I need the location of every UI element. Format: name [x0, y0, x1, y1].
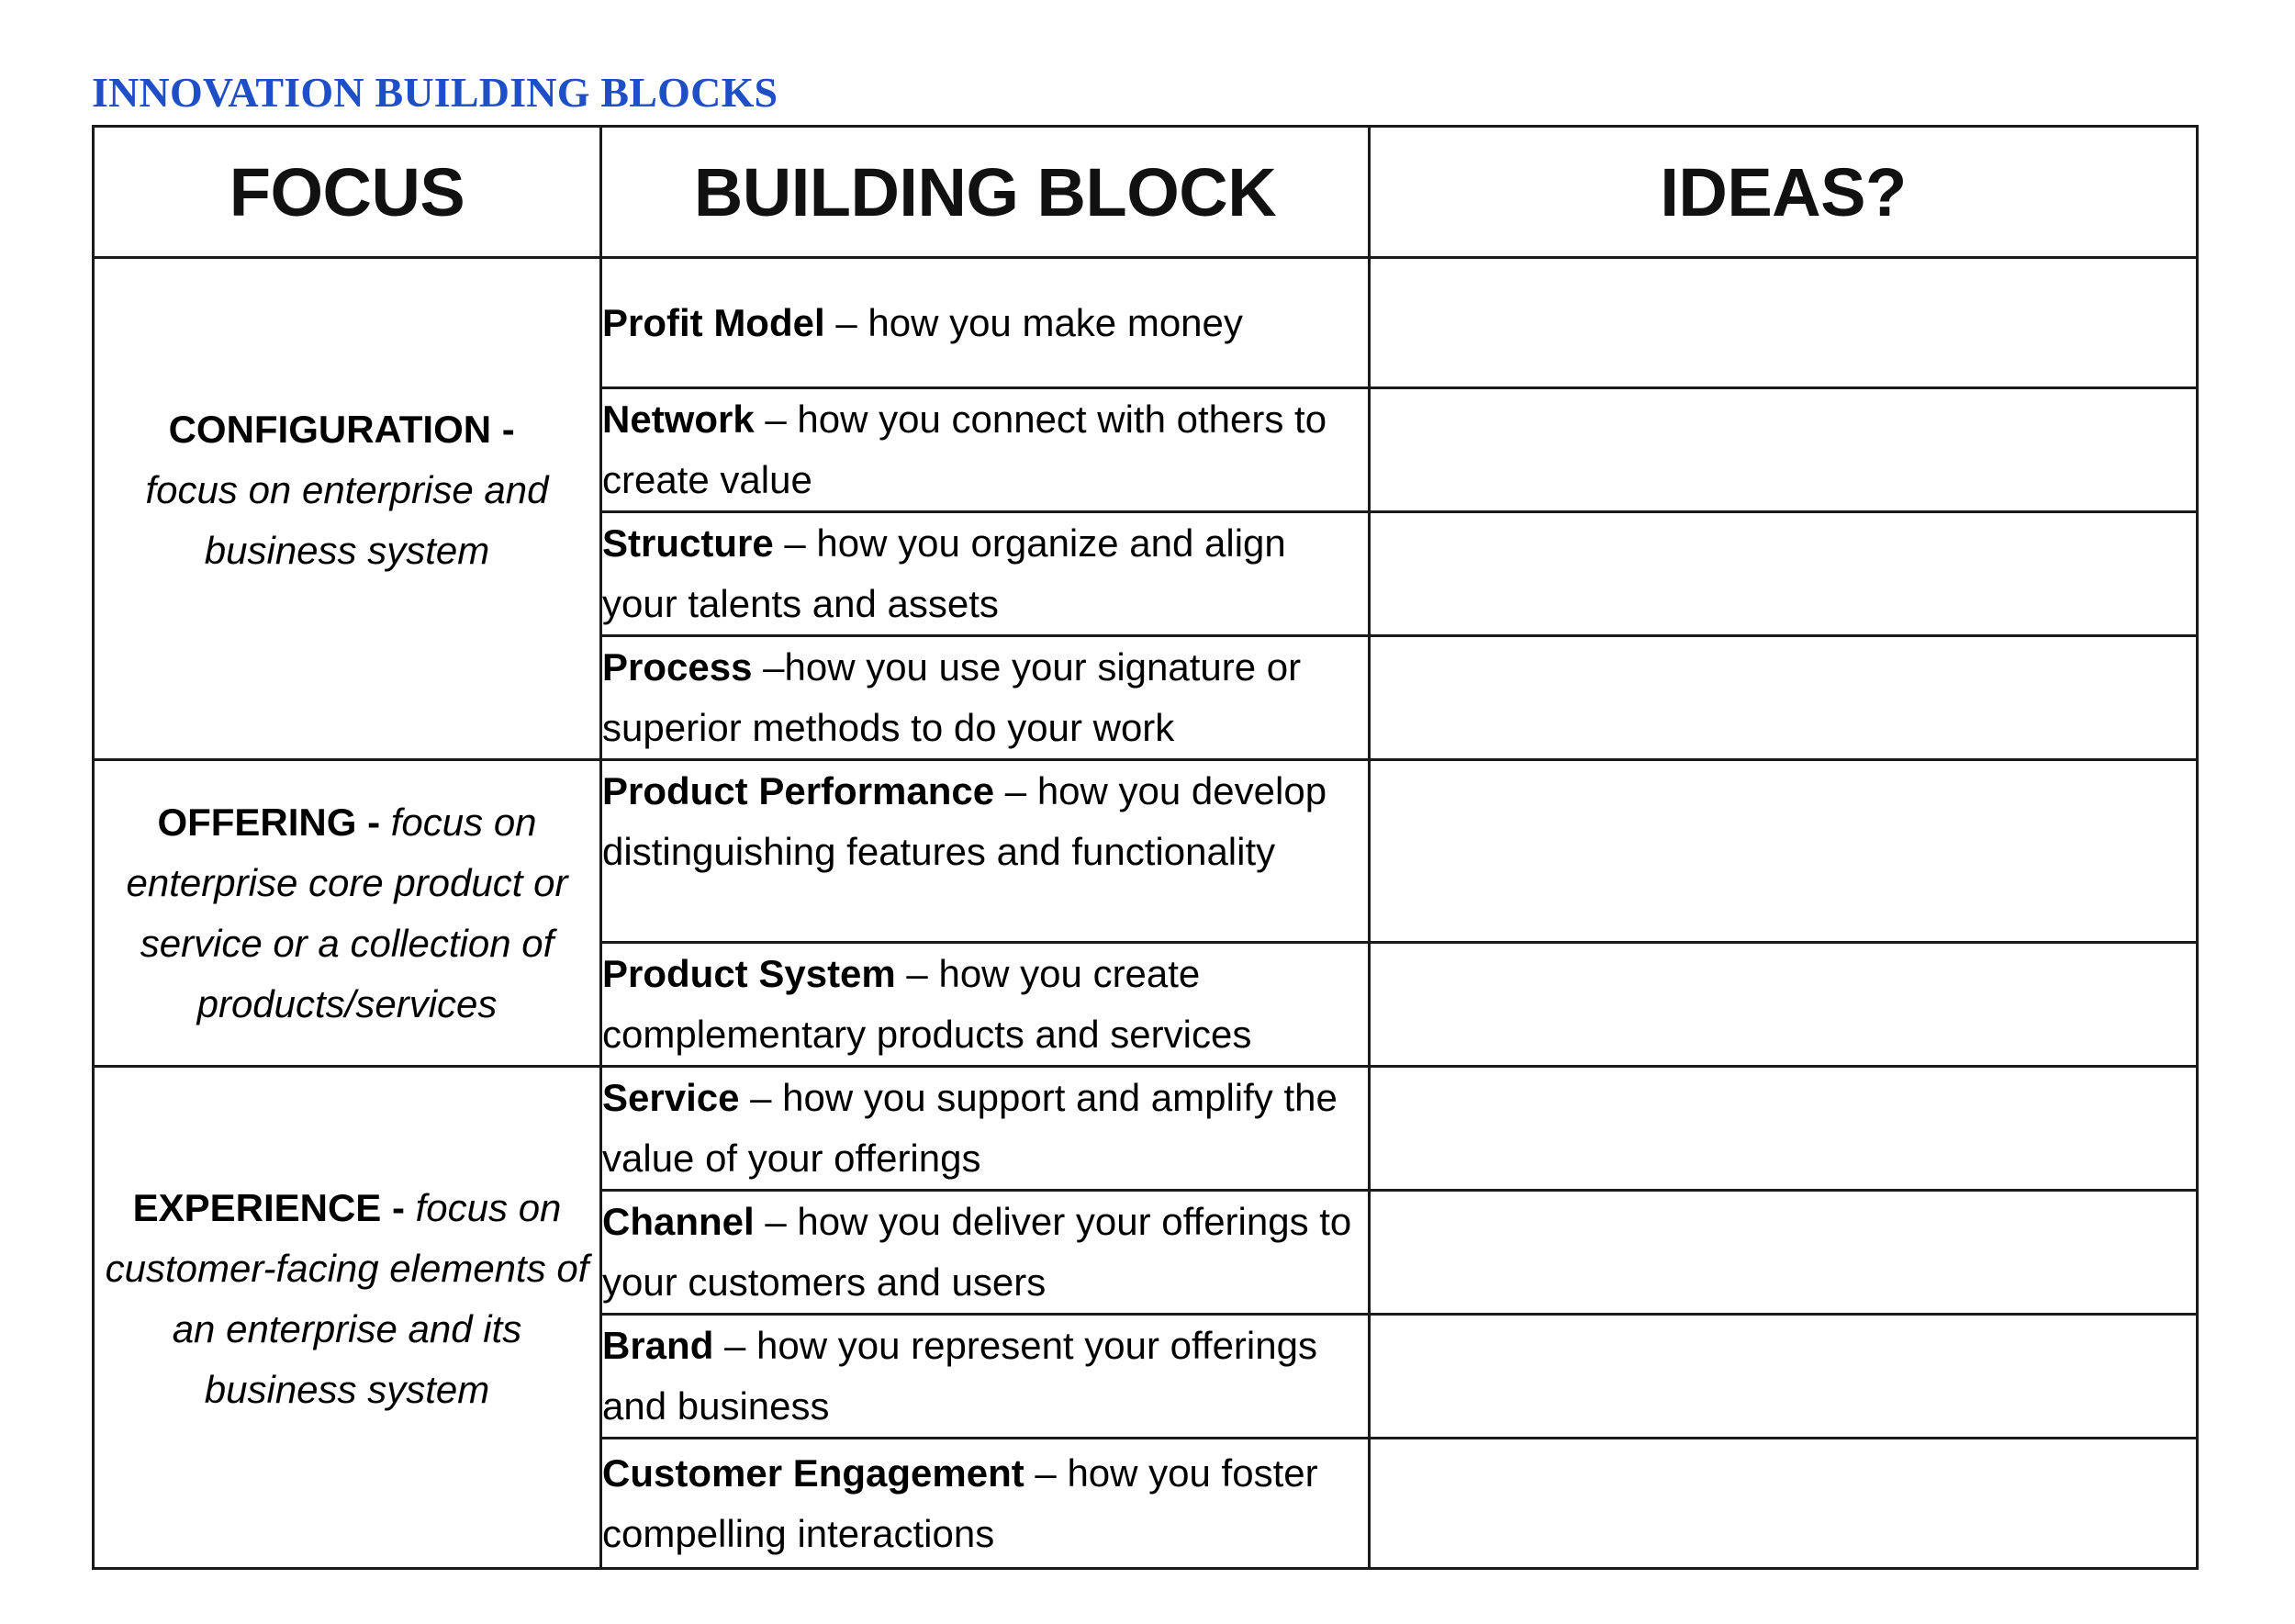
block-cell-brand — [601, 1315, 1370, 1439]
focus-description-configuration: focus on enterprise and business system — [145, 468, 549, 572]
block-cell-process — [601, 636, 1370, 760]
ideas-input-service[interactable] — [1371, 1068, 2196, 1189]
block-description-channel: – how you deliver your offerings to your customers and users — [602, 1200, 1352, 1304]
focus-description-experience: focus on customer-facing elements of an enterprise and its business system — [105, 1186, 589, 1411]
block-name-profit-model: Profit Model — [602, 300, 825, 344]
ideas-input-brand[interactable] — [1371, 1316, 2196, 1437]
focus-name-offering: OFFERING - — [157, 800, 381, 844]
ideas-cell-product-system[interactable] — [1370, 943, 2198, 1067]
ideas-input-structure[interactable] — [1371, 513, 2196, 634]
ideas-cell-service[interactable] — [1370, 1067, 2198, 1191]
ideas-input-process[interactable] — [1371, 637, 2196, 758]
block-description-customer-engagement: – how you foster compelling interactions — [602, 1450, 1318, 1555]
block-description-product-system: – how you create complementary products and services — [602, 952, 1252, 1056]
table-row-profit-model — [94, 258, 2198, 388]
block-cell-channel — [601, 1191, 1370, 1315]
header-row — [94, 127, 2198, 258]
block-description-service: – how you support and amplify the value of your offerings — [602, 1076, 1338, 1180]
block-description-process: –how you use your signature or superior methods to do your work — [602, 645, 1302, 749]
block-name-process: Process — [602, 645, 753, 689]
table-row-service — [94, 1067, 2198, 1191]
block-cell-structure — [601, 512, 1370, 636]
ideas-input-product-system[interactable] — [1371, 944, 2196, 1065]
focus-header: FOCUS — [94, 127, 601, 258]
block-description-profit-model: – how you make money — [824, 300, 1243, 344]
block-cell-service — [601, 1067, 1370, 1191]
document-title: INNOVATION BUILDING BLOCKS — [92, 69, 778, 116]
ideas-input-network[interactable] — [1371, 389, 2196, 510]
block-name-customer-engagement: Customer Engagement — [602, 1450, 1024, 1495]
focus-cell-offering — [94, 760, 601, 1067]
block-description-brand: – how you represent your offerings and business — [602, 1324, 1317, 1428]
block-description-product-performance: – how you develop distinguishing features and functionality — [602, 769, 1327, 873]
focus-name-experience: EXPERIENCE - — [132, 1186, 405, 1229]
ideas-cell-customer-engagement[interactable] — [1370, 1439, 2198, 1569]
ideas-cell-structure[interactable] — [1370, 512, 2198, 636]
block-cell-product-system — [601, 943, 1370, 1067]
focus-cell-experience — [94, 1067, 601, 1569]
table-row-product-performance — [94, 760, 2198, 943]
ideas-cell-network[interactable] — [1370, 388, 2198, 512]
block-cell-profit-model — [601, 258, 1370, 388]
block-name-structure: Structure — [602, 521, 774, 565]
ideas-cell-process[interactable] — [1370, 636, 2198, 760]
ideas-cell-profit-model[interactable] — [1370, 258, 2198, 388]
ideas-cell-brand[interactable] — [1370, 1315, 2198, 1439]
block-name-network: Network — [602, 398, 755, 441]
ideas-cell-channel[interactable] — [1370, 1191, 2198, 1315]
block-description-structure: – how you organize and align your talents and assets — [602, 521, 1286, 625]
ideas-input-product-performance[interactable] — [1371, 761, 2196, 941]
focus-name-configuration: CONFIGURATION — [168, 408, 492, 451]
ideas-cell-product-performance[interactable] — [1370, 760, 2198, 943]
block-name-product-system: Product System — [602, 952, 896, 995]
block-cell-network — [601, 388, 1370, 512]
building-block-header: BUILDING BLOCK — [601, 127, 1370, 258]
block-name-channel: Channel — [602, 1200, 755, 1243]
focus-cell-configuration — [94, 258, 601, 760]
block-name-service: Service — [602, 1076, 740, 1119]
block-cell-product-performance — [601, 760, 1370, 943]
block-description-network: – how you connect with others to create value — [602, 398, 1327, 501]
focus-description-offering: focus on enterprise core product or service or a collection of products/services — [126, 800, 568, 1025]
building-blocks-table — [92, 125, 2199, 1570]
ideas-input-channel[interactable] — [1371, 1192, 2196, 1313]
ideas-input-customer-engagement[interactable] — [1371, 1439, 2196, 1567]
ideas-header: IDEAS? — [1370, 127, 2198, 258]
block-name-brand: Brand — [602, 1324, 714, 1367]
block-name-product-performance: Product Performance — [602, 769, 995, 812]
focus-separator-configuration: - — [491, 408, 526, 451]
ideas-input-profit-model[interactable] — [1371, 259, 2196, 386]
block-cell-customer-engagement — [601, 1439, 1370, 1569]
